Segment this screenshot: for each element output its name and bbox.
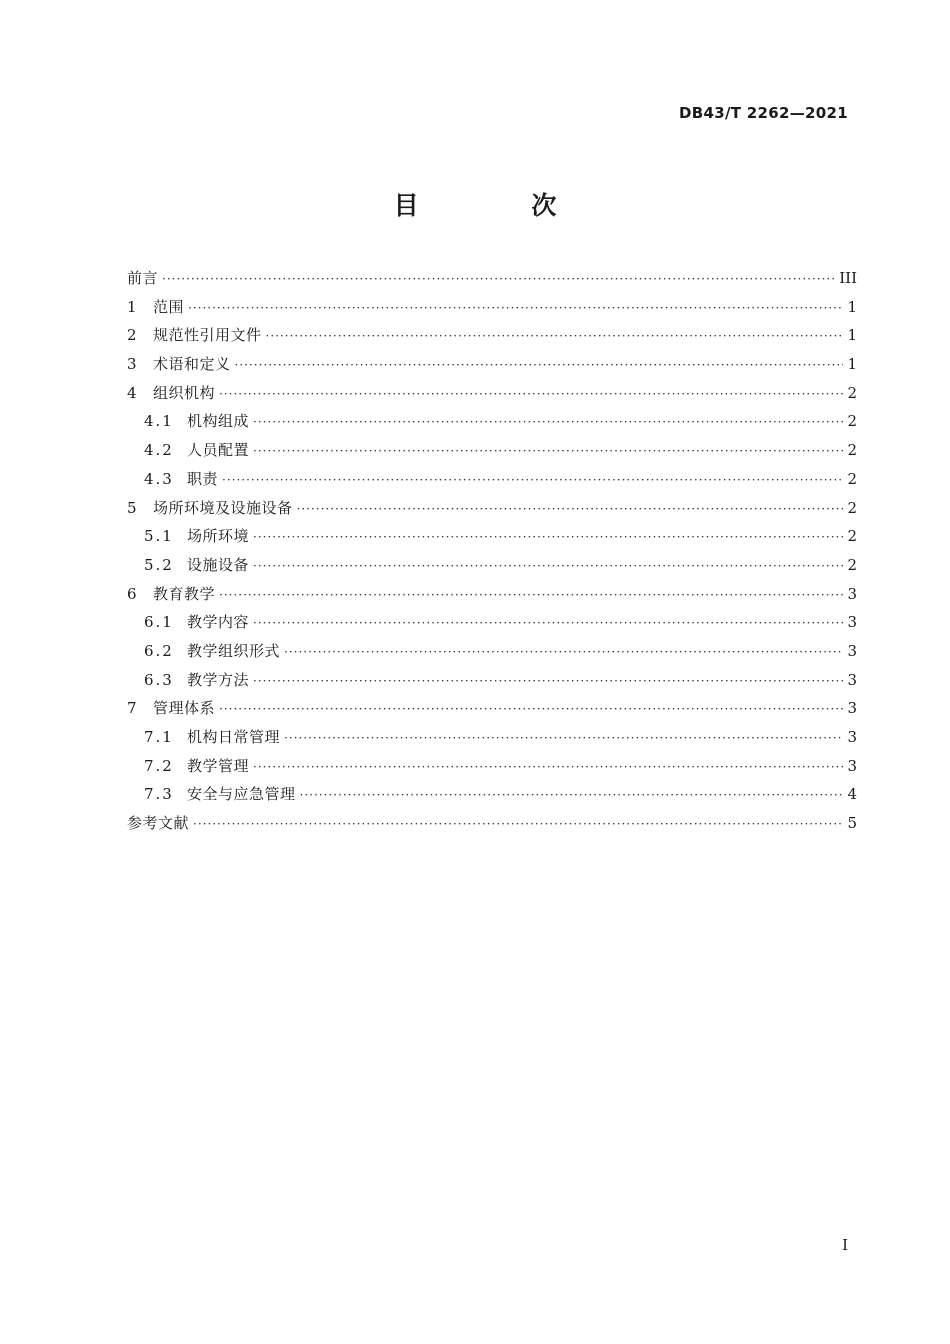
toc-leader-dots [219,380,843,409]
toc-entry-page: 2 [847,498,857,517]
toc-entry-label: 术语和定义 [153,355,231,374]
toc-entry-7-3[interactable] [127,780,857,809]
toc-entry-page: 3 [847,728,857,746]
toc-leader-dots [188,294,843,323]
toc-entry-page: 1 [847,297,857,316]
toc-entry-number: 7.1 [144,728,174,746]
toc-entry-label: 参考文献 [127,814,190,833]
toc-entry-number: 5.1 [144,527,174,546]
toc-entry-foreword[interactable] [127,264,857,293]
toc-entry-page: 2 [847,412,857,431]
toc-leader-dots [253,408,843,437]
toc-entry-page: 3 [847,670,857,689]
toc-entry-number: 2 [127,326,139,345]
toc-entry-label: 教育教学 [153,584,216,603]
toc-entry-page: 2 [847,555,857,574]
toc-entry-label: 机构组成 [187,412,250,431]
toc-entry-4[interactable] [127,379,857,408]
toc-entry-page: 3 [847,641,857,660]
toc-entry-number: 1 [127,297,139,316]
toc-entry-page: 2 [847,441,857,460]
toc-leader-dots [222,466,843,495]
toc-entry-7-1[interactable] [127,723,857,752]
toc-entry-page: 3 [847,756,857,775]
toc-entry-1[interactable] [127,293,857,322]
toc-entry-6[interactable] [127,580,857,609]
toc-entry-page: 4 [847,785,857,804]
toc-entry-page: 5 [847,814,857,833]
toc-entry-5[interactable] [127,494,857,523]
toc-leader-dots [219,581,843,610]
toc-entry-number: 6.2 [144,641,174,660]
toc-entry-page: 3 [847,699,857,718]
toc-entry-6-1[interactable] [127,608,857,637]
toc-entry-number: 7.2 [144,756,174,775]
toc-entry-label: 教学内容 [187,613,250,632]
toc-entry-4-2[interactable] [127,436,857,465]
toc-entry-number: 4.3 [144,469,174,488]
toc-entry-label: 机构日常管理 [187,728,281,746]
toc-leader-dots [297,495,843,524]
toc-entry-number: 4.1 [144,412,174,431]
toc-entry-number: 5 [127,498,139,517]
document-code: DB43/T 2262—2021 [679,104,848,122]
toc-entry-label: 管理体系 [153,699,216,718]
toc-entry-number: 6.3 [144,670,174,689]
toc-entry-label: 规范性引用文件 [153,326,262,345]
toc-entry-6-3[interactable] [127,666,857,695]
toc-entry-label: 组织机构 [153,383,216,402]
toc-entry-page: 2 [847,383,857,402]
toc-leader-dots [253,667,843,696]
toc-entry-number: 4.2 [144,441,174,460]
toc-entry-3[interactable] [127,350,857,379]
toc-leader-dots [219,695,843,724]
toc-entry-5-2[interactable] [127,551,857,580]
toc-entry-number: 4 [127,383,139,402]
toc-entry-label: 场所环境 [187,527,250,546]
toc-entry-label: 前言 [127,269,159,287]
toc-entry-label: 场所环境及设施设备 [153,498,293,517]
toc-entry-label: 安全与应急管理 [187,785,296,804]
table-of-contents [127,264,857,838]
toc-entry-label: 设施设备 [187,555,250,574]
toc-entry-label: 人员配置 [187,441,250,460]
toc-entry-references[interactable] [127,809,857,838]
toc-entry-label: 教学管理 [187,756,250,775]
toc-entry-5-1[interactable] [127,522,857,551]
toc-leader-dots [284,724,843,753]
toc-entry-page: III [839,269,857,287]
toc-entry-label: 职责 [187,469,219,488]
toc-leader-dots [253,609,843,638]
toc-entry-label: 教学方法 [187,670,250,689]
toc-entry-label: 范围 [153,297,185,316]
toc-entry-page: 1 [847,355,857,374]
toc-leader-dots [300,781,843,810]
toc-entry-number: 3 [127,355,139,374]
toc-entry-number: 5.2 [144,555,174,574]
toc-entry-7-2[interactable] [127,752,857,781]
toc-leader-dots [253,753,843,782]
toc-leader-dots [253,552,843,581]
toc-leader-dots [235,351,843,380]
page-number: I [842,1236,848,1254]
toc-entry-number: 6 [127,584,139,603]
toc-entry-2[interactable] [127,321,857,350]
toc-entry-page: 2 [847,469,857,488]
toc-entry-page: 1 [847,326,857,345]
toc-entry-number: 7.3 [144,785,174,804]
toc-title: 目 次 [393,191,609,220]
toc-entry-page: 3 [847,584,857,603]
toc-entry-page: 2 [847,527,857,546]
toc-leader-dots [266,322,843,351]
toc-entry-4-3[interactable] [127,465,857,494]
toc-entry-page: 3 [847,613,857,632]
toc-leader-dots [193,810,843,839]
toc-entry-4-1[interactable] [127,407,857,436]
toc-entry-number: 6.1 [144,613,174,632]
toc-leader-dots [162,265,835,294]
toc-entry-6-2[interactable] [127,637,857,666]
toc-leader-dots [253,523,843,552]
toc-entry-7[interactable] [127,694,857,723]
toc-leader-dots [284,638,843,667]
toc-entry-label: 教学组织形式 [187,641,281,660]
toc-leader-dots [253,437,843,466]
toc-entry-number: 7 [127,699,139,718]
